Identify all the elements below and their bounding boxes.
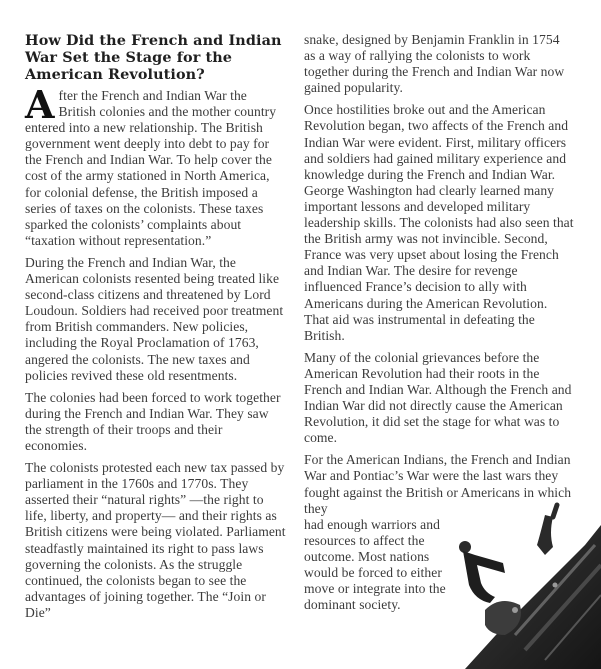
flintlock-musket-icon — [445, 485, 601, 669]
paragraph-cooperation: The colonies had been forced to work together during the French and Indian War. They saw the strength of their troops and their economies. — [25, 389, 281, 453]
paragraph-intro — [25, 82, 287, 249]
drop-cap: A — [25, 82, 55, 127]
left-column — [25, 32, 287, 627]
paragraph-roots: Many of the colonial grievances before the American Revolution had their roots in the French and Indian War. Although the French and Indian War did not directly cause the American Revolution, it did set the stage for what was to come. — [304, 349, 572, 446]
paragraph-effects: Once hostilities broke out and the American Revolution began, two affects of the French and Indian War were evident. First, military officers and soldiers had gained military experience and knowledge during the French and Indian War. George Washington had clearly learned many important lessons and developed military leadership skills. The colonists had also seen that the British army was not invincible. Second, France was very upset about losing the French and Indian War. The desire for revenge influenced France’s decision to ally with Americans during the American Revolution. That aid was instrumental in defeating the British. — [304, 102, 574, 343]
paragraph-join-or-die: snake, designed by Benjamin Franklin in 1754 as a way of rallying the colonists to work together during the French and Indian War now gained popularity. — [304, 32, 565, 96]
paragraph-protests: The colonists protested each new tax passed by parliament in the 1760s and 1770s. They asserted their “natural rights” —the right to life, liberty, and property— and their rights as British citizens were being violated. Parliament steadfastly maintained its right to pass laws governing the colonists. As the struggle continued, the colonists began to see the advantages of joining together. The “Join or Die” — [25, 460, 286, 620]
intro-text: fter the French and Indian War the British colonies and the mother country entered into a new relationship. The British government went deeply into debt to pay for the French and Indian War. To help cover the cost of the army stationed in North America, for colonial defense, the British imposed a series of taxes on the colonists. These taxes sparked the colonists’ complaints about “taxation without representation.” — [25, 88, 277, 248]
american-indians-text-wide: For the American Indians, the French and Indian War and Pontiac’s War were the last wars they fought against the British or Americans in which they — [304, 452, 572, 516]
paragraph-resentment: During the French and Indian War, the American colonists resented being treated like second-class citizens and threatened by Lord Loudoun. Soldiers had received poor treatment from British commanders. New policies, including the Royal Proclamation of 1763, angered the colonists. The new taxes and policies revived these old resentments. — [25, 254, 284, 383]
article-title: How Did the French and Indian War Set the Stage for the American Revolution? — [25, 32, 282, 83]
paragraph-american-indians-cont: had enough warriors and resources to affect the outcome. Most nations would be forced to either move or integrate into the dominant society. — [304, 516, 446, 613]
